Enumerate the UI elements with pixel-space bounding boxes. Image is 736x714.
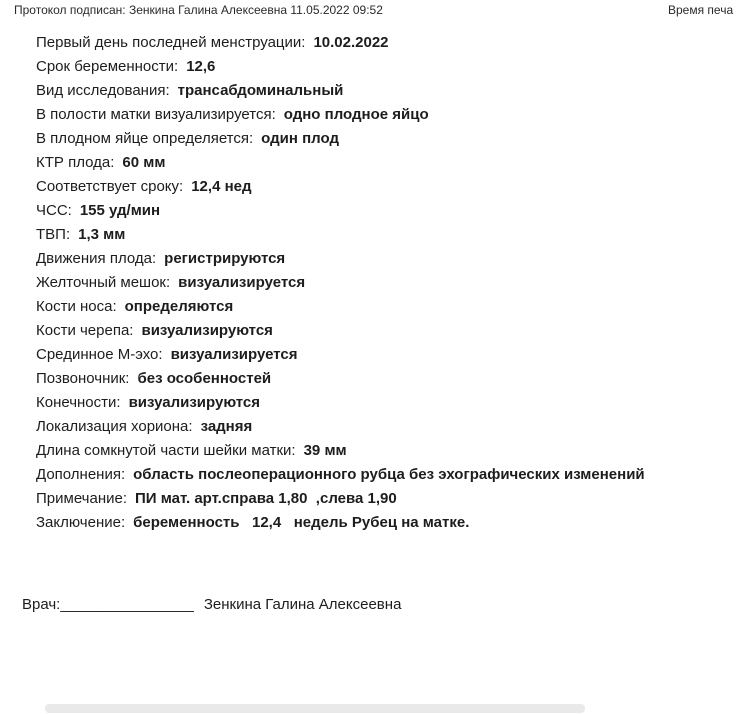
- field-value: задняя: [200, 418, 253, 435]
- doctor-signature-line: [22, 596, 401, 613]
- field-label: В плодном яйце определяется:: [36, 130, 254, 147]
- report-row-note: [36, 487, 726, 511]
- doctor-name: Зенкина Галина Алексеевна: [203, 596, 402, 613]
- report-row-yolk-sac: [36, 271, 726, 295]
- print-time-label: Время печа: [668, 3, 734, 17]
- report-row-conclusion: [36, 511, 726, 535]
- field-value: беременность 12,4 недель Рубец на матке.: [133, 514, 470, 531]
- field-label: Вид исследования:: [36, 82, 170, 99]
- field-value: визуализируются: [141, 322, 273, 339]
- field-value: один плод: [261, 130, 339, 147]
- report-row-uterine-cavity: [36, 103, 726, 127]
- field-label: Соответствует сроку:: [36, 178, 184, 195]
- field-value: определяются: [124, 298, 234, 315]
- field-value: трансабдоминальный: [177, 82, 344, 99]
- doctor-signature-blank: ________________: [60, 596, 194, 613]
- report-row-study-type: [36, 79, 726, 103]
- field-label: Кости черепа:: [36, 322, 134, 339]
- report-row-crl: [36, 151, 726, 175]
- field-value: одно плодное яйцо: [283, 106, 429, 123]
- field-label: Срединное М-эхо:: [36, 346, 163, 363]
- report-row-chorion-localization: [36, 415, 726, 439]
- field-value: визуализируются: [128, 394, 261, 411]
- field-value: визуализируется: [178, 274, 306, 291]
- field-label: Дополнения:: [36, 466, 126, 483]
- field-value: ПИ мат. арт.справа 1,80 ,слева 1,90: [135, 490, 397, 507]
- field-value: 12,4 нед: [191, 178, 252, 195]
- field-value: 12,6: [186, 58, 216, 75]
- report-row-spine: [36, 367, 726, 391]
- field-value: 39 мм: [303, 442, 347, 459]
- field-value: визуализируется: [170, 346, 298, 363]
- field-label: Срок беременности:: [36, 58, 179, 75]
- field-label: Локализация хориона:: [36, 418, 193, 435]
- report-row-skull-bones: [36, 319, 726, 343]
- field-label: ЧСС:: [36, 202, 72, 219]
- field-value: 1,3 мм: [78, 226, 126, 243]
- field-value: регистрируются: [164, 250, 286, 267]
- field-label: КТР плода:: [36, 154, 115, 171]
- field-value: область послеоперационного рубца без эхографических изменений: [133, 466, 645, 483]
- field-label: Желточный мешок:: [36, 274, 171, 291]
- report-row-m-echo: [36, 343, 726, 367]
- field-value: 10.02.2022: [313, 34, 389, 51]
- report-row-nt: [36, 223, 726, 247]
- report-row-corresponds-term: [36, 175, 726, 199]
- field-label: Кости носа:: [36, 298, 117, 315]
- field-value: 60 мм: [122, 154, 166, 171]
- field-label: Позвоночник:: [36, 370, 130, 387]
- report-row-limbs: [36, 391, 726, 415]
- horizontal-scrollbar-thumb[interactable]: [45, 704, 585, 713]
- field-label: Длина сомкнутой части шейки матки:: [36, 442, 296, 459]
- report-row-fetal-movements: [36, 247, 726, 271]
- field-label: ТВП:: [36, 226, 71, 243]
- report-row-heart-rate: [36, 199, 726, 223]
- field-label: Конечности:: [36, 394, 121, 411]
- doctor-label: Врач:: [22, 596, 61, 613]
- report-row-cervix-length: [36, 439, 726, 463]
- report-row-gestational-sac: [36, 127, 726, 151]
- field-value: без особенностей: [137, 370, 272, 387]
- field-label: Движения плода:: [36, 250, 157, 267]
- report-row-gestation-term: [36, 55, 726, 79]
- report-row-nasal-bones: [36, 295, 726, 319]
- report-row-additions: [36, 463, 726, 487]
- field-label: Заключение:: [36, 514, 126, 531]
- protocol-signed-line: Протокол подписан: Зенкина Галина Алексеевна 11.05.2022 09:52: [14, 3, 383, 17]
- field-value: 155 уд/мин: [79, 202, 161, 219]
- report-row-last-menstruation: [36, 31, 726, 55]
- field-label: В полости матки визуализируется:: [36, 106, 276, 123]
- field-label: Первый день последней менструации:: [36, 34, 306, 51]
- report-body: [36, 31, 726, 535]
- field-label: Примечание:: [36, 490, 127, 507]
